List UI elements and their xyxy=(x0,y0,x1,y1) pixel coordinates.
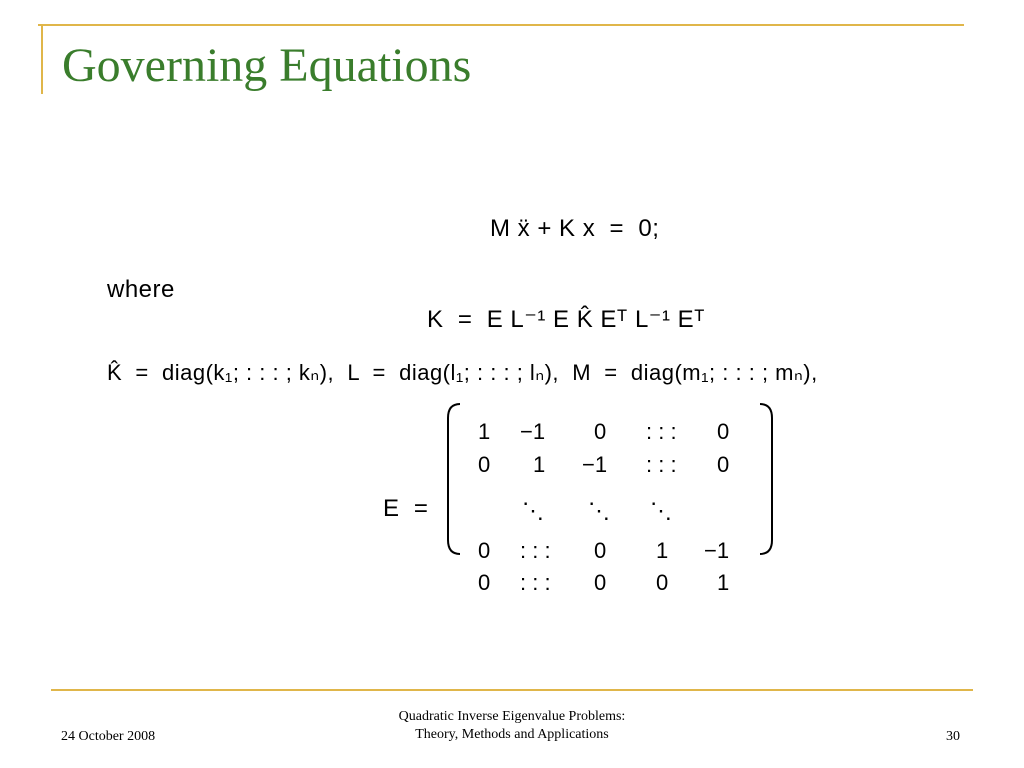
matrix-cell: 0 xyxy=(478,538,491,563)
matrix-lhs: E = xyxy=(383,495,429,522)
matrix-cell: 0 xyxy=(594,538,607,563)
matrix-cell: 1 xyxy=(717,570,730,595)
footer-date: 24 October 2008 xyxy=(61,729,156,744)
matrix-cell: ⋱ xyxy=(650,498,672,523)
footer-title-line1: Quadratic Inverse Eigenvalue Problems: xyxy=(398,709,626,724)
slide-title: Governing Equations xyxy=(62,39,472,92)
footer-title xyxy=(330,708,694,743)
matrix-cell: 0 xyxy=(594,570,607,595)
footer-rule xyxy=(51,689,973,691)
matrix-cell: 0 xyxy=(717,452,730,477)
matrix-cell: 0 xyxy=(656,570,669,595)
matrix-cell: 0 xyxy=(478,570,491,595)
where-label: where xyxy=(107,276,175,303)
matrix-cell: 0 xyxy=(717,419,730,444)
matrix-cell: 0 xyxy=(594,419,607,444)
matrix-cell: 1 xyxy=(656,538,669,563)
stiffness-definition: K = E L⁻¹ E K̂ Eᵀ L⁻¹ Eᵀ xyxy=(427,306,706,333)
equation-of-motion: M ẍ + K x = 0; xyxy=(490,215,660,242)
matrix-cell: : : : xyxy=(520,570,551,595)
title-left-rule xyxy=(41,24,43,94)
diagonal-definitions: K̂ = diag(k₁; : : : ; kₙ), L = diag(l₁; : : : ; lₙ), M = diag(m₁; : : : ; mₙ), xyxy=(107,360,818,385)
matrix-cell: 0 xyxy=(478,452,491,477)
matrix-left-bracket xyxy=(440,400,468,558)
matrix-cell: −1 xyxy=(704,538,730,563)
page-number: 30 xyxy=(946,729,960,744)
matrix-cell: −1 xyxy=(520,419,546,444)
matrix-cell: ⋱ xyxy=(522,498,544,523)
matrix-cell: 1 xyxy=(533,452,546,477)
title-top-rule xyxy=(38,24,964,26)
matrix-cell: : : : xyxy=(646,419,677,444)
matrix-right-bracket xyxy=(752,400,780,558)
matrix-cell: : : : xyxy=(520,538,551,563)
footer-title-line2: Theory, Methods and Applications xyxy=(415,726,609,742)
matrix-cell: : : : xyxy=(646,452,677,477)
matrix-cell: ⋱ xyxy=(588,498,610,523)
matrix-cell: 1 xyxy=(478,419,491,444)
matrix-cell: −1 xyxy=(582,452,608,477)
